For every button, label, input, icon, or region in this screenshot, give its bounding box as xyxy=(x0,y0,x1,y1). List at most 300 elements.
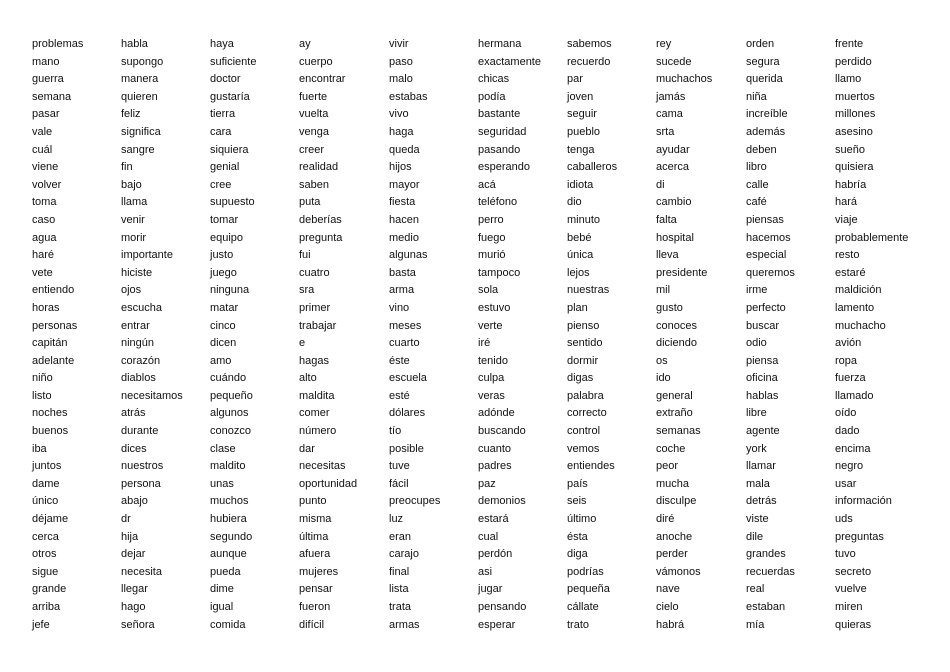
word-cell: llamado xyxy=(835,389,874,402)
word-cell: entiendes xyxy=(567,460,615,473)
word-cell: dame xyxy=(32,477,60,490)
word-cell: nuestras xyxy=(567,284,610,297)
word-cell: jugar xyxy=(478,583,503,596)
word-cell: estuvo xyxy=(478,301,511,314)
word-cell: libro xyxy=(746,161,767,174)
word-cell: resto xyxy=(835,249,860,262)
word-cell: durante xyxy=(121,425,159,438)
word-cell: estabas xyxy=(389,90,428,103)
word-cell: vuelve xyxy=(835,583,867,596)
word-cell: peor xyxy=(656,460,679,473)
word-cell: hagas xyxy=(299,354,329,367)
word-cell: perdón xyxy=(478,548,513,561)
word-cell: llamar xyxy=(746,460,776,473)
word-cell: esperando xyxy=(478,161,530,174)
word-cell: sangre xyxy=(121,143,155,156)
word-cell: idiota xyxy=(567,178,594,191)
word-cell: llama xyxy=(121,196,148,209)
word-cell: paz xyxy=(478,477,496,490)
word-cell: habla xyxy=(121,38,148,50)
word-cell: esté xyxy=(389,389,410,402)
word-cell: bebé xyxy=(567,231,592,244)
word-cell: odio xyxy=(746,337,767,350)
word-cell: trata xyxy=(389,601,412,613)
word-cell: guerra xyxy=(32,73,64,86)
word-cell: dado xyxy=(835,425,860,438)
word-cell: buscar xyxy=(746,319,780,332)
word-cell: dormir xyxy=(567,354,599,367)
word-cell: gusto xyxy=(656,301,683,314)
word-cell: fin xyxy=(121,161,133,174)
word-cell: matar xyxy=(210,301,239,314)
word-cell: fui xyxy=(299,249,311,262)
word-cell: hermana xyxy=(478,38,522,50)
word-cell: lamento xyxy=(835,301,875,314)
word-cell: niña xyxy=(746,90,767,103)
word-cell: tuve xyxy=(389,460,410,473)
word-cell: uds xyxy=(835,513,853,526)
word-cell: estará xyxy=(478,513,509,526)
word-cell: negro xyxy=(835,460,864,473)
word-cell: usar xyxy=(835,477,857,490)
word-cell: segura xyxy=(746,55,780,68)
word-cell: pensar xyxy=(299,583,333,596)
word-cell: vivo xyxy=(389,108,409,121)
word-cell: bajo xyxy=(121,178,142,191)
word-cell: llegar xyxy=(121,583,148,596)
word-cell: grande xyxy=(32,583,67,596)
word-cell: piensas xyxy=(746,213,784,226)
word-cell: detrás xyxy=(746,495,777,508)
word-cell: armas xyxy=(389,618,420,631)
word-cell: país xyxy=(567,477,588,490)
word-cell: viene xyxy=(32,161,59,174)
word-cell: hijos xyxy=(389,161,412,174)
word-cell: deberías xyxy=(299,213,342,226)
word-cell: venga xyxy=(299,125,329,138)
word-cell: digas xyxy=(567,372,594,385)
word-cell: dio xyxy=(567,196,582,209)
word-cell: manera xyxy=(121,73,159,86)
word-cell: posible xyxy=(389,442,424,455)
word-cell: anoche xyxy=(656,530,693,543)
word-cell: frente xyxy=(835,38,864,50)
word-cell: malo xyxy=(389,73,413,86)
word-cell: niño xyxy=(32,372,53,385)
word-cell: llamo xyxy=(835,73,862,86)
word-cell: dices xyxy=(121,442,147,455)
word-cell: hacemos xyxy=(746,231,791,244)
word-cell: última xyxy=(299,530,329,543)
word-cell: difícil xyxy=(299,618,325,631)
word-cell: número xyxy=(299,425,337,438)
word-cell: general xyxy=(656,389,693,402)
word-cell: ido xyxy=(656,372,671,385)
word-cell: demonios xyxy=(478,495,526,508)
word-cell: seguir xyxy=(567,108,597,121)
word-cell: sra xyxy=(299,284,315,297)
word-cell: iba xyxy=(32,442,47,455)
word-cell: dejar xyxy=(121,548,146,561)
word-cell: saben xyxy=(299,178,329,191)
word-cell: mucha xyxy=(656,477,690,490)
word-cell: necesitas xyxy=(299,460,346,473)
word-cell: calle xyxy=(746,178,769,191)
word-cell: gustaría xyxy=(210,90,250,103)
word-cell: buscando xyxy=(478,425,526,438)
word-cell: maldita xyxy=(299,389,335,402)
word-cell: haré xyxy=(32,249,55,262)
word-cell: cuatro xyxy=(299,266,330,279)
word-cell: supuesto xyxy=(210,196,255,209)
word-cell: preguntas xyxy=(835,530,884,543)
word-cell: importante xyxy=(121,249,173,262)
word-cell: diablos xyxy=(121,372,156,385)
word-cell: podía xyxy=(478,90,506,103)
word-cell: chicas xyxy=(478,73,510,86)
word-cell: cuerpo xyxy=(299,55,333,68)
word-cell: minuto xyxy=(567,213,601,226)
word-cell: medio xyxy=(389,231,419,244)
word-cell: mía xyxy=(746,618,765,631)
word-cell: perfecto xyxy=(746,301,786,314)
word-cell: comer xyxy=(299,407,330,420)
word-cell: pasando xyxy=(478,143,521,156)
word-cell: par xyxy=(567,73,583,86)
word-cell: sentido xyxy=(567,337,603,350)
word-cell: cielo xyxy=(656,601,679,613)
word-cell: viaje xyxy=(835,213,858,226)
word-cell: vemos xyxy=(567,442,600,455)
word-cell: sola xyxy=(478,284,499,297)
word-cell: irme xyxy=(746,284,768,297)
word-cell: fueron xyxy=(299,601,331,613)
word-cell: e xyxy=(299,337,306,350)
word-cell: recuerdas xyxy=(746,565,795,578)
word-cell: otros xyxy=(32,548,57,561)
word-cell: cree xyxy=(210,178,232,191)
word-cell: maldito xyxy=(210,460,246,473)
word-cell: quieren xyxy=(121,90,158,103)
word-cell: capitán xyxy=(32,337,68,350)
word-column-7 xyxy=(567,36,657,634)
word-cell: dile xyxy=(746,530,764,543)
word-cell: trabajar xyxy=(299,319,337,332)
word-cell: luz xyxy=(389,513,404,526)
word-cell: entiendo xyxy=(32,284,75,297)
word-cell: ropa xyxy=(835,354,858,367)
word-cell: algunos xyxy=(210,407,249,420)
word-cell: acerca xyxy=(656,161,690,174)
word-cell: perder xyxy=(656,548,688,561)
word-cell: éste xyxy=(389,354,410,367)
word-cell: sucede xyxy=(656,55,692,68)
word-cell: final xyxy=(389,565,410,578)
word-cell: probablemente xyxy=(835,231,909,244)
word-cell: tierra xyxy=(210,108,236,121)
word-cell: quieras xyxy=(835,618,872,631)
word-cell: cuanto xyxy=(478,442,512,455)
word-cell: oficina xyxy=(746,372,778,385)
word-cell: café xyxy=(746,196,767,209)
word-cell: asesino xyxy=(835,125,873,138)
word-cell: encontrar xyxy=(299,73,346,86)
word-list-page xyxy=(32,36,932,636)
word-cell: señora xyxy=(121,618,155,631)
word-cell: esperar xyxy=(478,618,516,631)
word-cell: oído xyxy=(835,407,857,420)
word-cell: muertos xyxy=(835,90,875,103)
word-cell: significa xyxy=(121,125,161,138)
word-cell: sabemos xyxy=(567,38,612,50)
word-cell: ésta xyxy=(567,530,588,543)
word-cell: secreto xyxy=(835,565,872,578)
word-column-4 xyxy=(299,36,389,634)
word-cell: pueda xyxy=(210,565,241,578)
word-cell: perdido xyxy=(835,55,872,68)
word-cell: vuelta xyxy=(299,108,329,121)
word-cell: igual xyxy=(210,601,234,613)
word-cell: correcto xyxy=(567,407,607,420)
word-cell: supongo xyxy=(121,55,164,68)
word-cell: veras xyxy=(478,389,505,402)
word-cell: joven xyxy=(567,90,594,103)
word-cell: arma xyxy=(389,284,415,297)
word-cell: hará xyxy=(835,196,858,209)
word-cell: cara xyxy=(210,125,232,138)
word-cell: nuestros xyxy=(121,460,164,473)
word-cell: eran xyxy=(389,530,412,543)
word-cell: libre xyxy=(746,407,767,420)
word-cell: semanas xyxy=(656,425,701,438)
word-cell: basta xyxy=(389,266,416,279)
word-cell: equipo xyxy=(210,231,244,244)
word-cell: grandes xyxy=(746,548,786,561)
word-cell: fiesta xyxy=(389,196,416,209)
word-column-8 xyxy=(656,36,746,634)
word-cell: vivir xyxy=(389,38,409,50)
word-cell: tomar xyxy=(210,213,239,226)
word-cell: pensando xyxy=(478,601,527,613)
word-cell: encima xyxy=(835,442,871,455)
word-cell: teléfono xyxy=(478,196,518,209)
word-cell: horas xyxy=(32,301,60,314)
word-cell: vale xyxy=(32,125,53,138)
word-cell: ojos xyxy=(121,284,142,297)
word-cell: agua xyxy=(32,231,57,244)
word-cell: adónde xyxy=(478,407,515,420)
word-cell: diré xyxy=(656,513,675,526)
word-cell: ningún xyxy=(121,337,155,350)
word-cell: necesita xyxy=(121,565,162,578)
word-cell: algunas xyxy=(389,249,428,262)
word-cell: padres xyxy=(478,460,512,473)
word-cell: tuvo xyxy=(835,548,856,561)
word-cell: pequeño xyxy=(210,389,253,402)
word-cell: realidad xyxy=(299,161,339,174)
word-column-3 xyxy=(210,36,300,634)
word-cell: segundo xyxy=(210,530,253,543)
word-cell: mala xyxy=(746,477,770,490)
word-cell: di xyxy=(656,178,665,191)
word-cell: persona xyxy=(121,477,161,490)
word-cell: unas xyxy=(210,477,234,490)
word-cell: estaban xyxy=(746,601,786,613)
word-cell: fuerte xyxy=(299,90,328,103)
word-cell: seis xyxy=(567,495,587,508)
word-cell: presidente xyxy=(656,266,708,279)
word-cell: maldición xyxy=(835,284,882,297)
word-cell: suficiente xyxy=(210,55,257,68)
word-cell: último xyxy=(567,513,597,526)
word-cell: dicen xyxy=(210,337,237,350)
word-cell: caso xyxy=(32,213,56,226)
word-cell: justo xyxy=(210,249,234,262)
word-cell: pregunta xyxy=(299,231,343,244)
word-cell: plan xyxy=(567,301,588,314)
word-cell: mano xyxy=(32,55,60,68)
word-cell: listo xyxy=(32,389,52,402)
word-cell: sueño xyxy=(835,143,865,156)
word-cell: especial xyxy=(746,249,787,262)
word-cell: único xyxy=(32,495,59,508)
word-cell: increíble xyxy=(746,108,788,121)
word-cell: cinco xyxy=(210,319,236,332)
word-cell: seguridad xyxy=(478,125,527,138)
word-cell: exactamente xyxy=(478,55,541,68)
word-cell: conozco xyxy=(210,425,251,438)
word-cell: extraño xyxy=(656,407,693,420)
word-cell: york xyxy=(746,442,767,455)
word-cell: personas xyxy=(32,319,78,332)
word-cell: hija xyxy=(121,530,139,543)
word-cell: entrar xyxy=(121,319,150,332)
word-cell: oportunidad xyxy=(299,477,358,490)
word-column-5 xyxy=(389,36,479,634)
word-cell: querida xyxy=(746,73,783,86)
word-cell: atrás xyxy=(121,407,146,420)
word-column-9 xyxy=(746,36,836,634)
word-cell: haga xyxy=(389,125,414,138)
word-cell: control xyxy=(567,425,601,438)
word-cell: haya xyxy=(210,38,234,50)
word-cell: queremos xyxy=(746,266,795,279)
word-cell: noches xyxy=(32,407,68,420)
word-cell: murió xyxy=(478,249,506,262)
word-cell: dólares xyxy=(389,407,426,420)
word-cell: estaré xyxy=(835,266,866,279)
word-cell: coche xyxy=(656,442,686,455)
word-cell: hiciste xyxy=(121,266,153,279)
word-cell: ay xyxy=(299,38,311,50)
word-cell: queda xyxy=(389,143,420,156)
word-cell: jamás xyxy=(656,90,686,103)
word-cell: feliz xyxy=(121,108,141,121)
word-cell: pueblo xyxy=(567,125,601,138)
word-cell: viste xyxy=(746,513,769,526)
word-cell: doctor xyxy=(210,73,241,86)
word-cell: carajo xyxy=(389,548,419,561)
word-cell: escuela xyxy=(389,372,427,385)
word-cell: amo xyxy=(210,354,232,367)
word-cell: escucha xyxy=(121,301,162,314)
word-cell: conoces xyxy=(656,319,697,332)
word-cell: juntos xyxy=(32,460,62,473)
word-cell: cállate xyxy=(567,601,599,613)
word-cell: os xyxy=(656,354,668,367)
word-cell: habría xyxy=(835,178,867,191)
word-cell: verte xyxy=(478,319,503,332)
word-cell: hubiera xyxy=(210,513,247,526)
word-cell: buenos xyxy=(32,425,69,438)
word-cell: punto xyxy=(299,495,327,508)
word-cell: única xyxy=(567,249,594,262)
word-cell: muchachos xyxy=(656,73,713,86)
word-cell: palabra xyxy=(567,389,604,402)
word-cell: mayor xyxy=(389,178,420,191)
word-cell: tío xyxy=(389,425,402,438)
word-cell: cerca xyxy=(32,530,59,543)
word-cell: genial xyxy=(210,161,240,174)
word-cell: deben xyxy=(746,143,777,156)
word-cell: disculpe xyxy=(656,495,697,508)
word-cell: hago xyxy=(121,601,146,613)
word-column-2 xyxy=(121,36,211,634)
word-cell: déjame xyxy=(32,513,69,526)
word-cell: primer xyxy=(299,301,331,314)
word-cell: hospital xyxy=(656,231,694,244)
word-cell: juego xyxy=(210,266,237,279)
word-cell: preocupes xyxy=(389,495,441,508)
word-cell: paso xyxy=(389,55,413,68)
word-cell: asi xyxy=(478,565,493,578)
word-cell: creer xyxy=(299,143,325,156)
word-cell: piensa xyxy=(746,354,779,367)
word-cell: fuerza xyxy=(835,372,866,385)
word-cell: culpa xyxy=(478,372,505,385)
word-cell: rey xyxy=(656,38,672,50)
word-cell: vámonos xyxy=(656,565,701,578)
word-cell: orden xyxy=(746,38,775,50)
word-cell: bastante xyxy=(478,108,521,121)
word-cell: hablas xyxy=(746,389,779,402)
word-cell: quisiera xyxy=(835,161,874,174)
word-cell: puta xyxy=(299,196,321,209)
word-cell: cuarto xyxy=(389,337,420,350)
word-cell: pienso xyxy=(567,319,600,332)
word-cell: ayudar xyxy=(656,143,690,156)
word-cell: cual xyxy=(478,530,499,543)
word-cell: cambio xyxy=(656,196,692,209)
word-cell: jefe xyxy=(32,618,50,631)
word-cell: miren xyxy=(835,601,863,613)
word-cell: trato xyxy=(567,618,590,631)
word-cell: aunque xyxy=(210,548,247,561)
word-cell: cuál xyxy=(32,143,53,156)
word-cell: tenido xyxy=(478,354,508,367)
word-cell: volver xyxy=(32,178,62,191)
word-cell: vete xyxy=(32,266,53,279)
word-cell: comida xyxy=(210,618,246,631)
word-cell: semana xyxy=(32,90,72,103)
word-cell: fácil xyxy=(389,477,409,490)
word-cell: pequeña xyxy=(567,583,610,596)
word-cell: tampoco xyxy=(478,266,521,279)
word-cell: iré xyxy=(478,337,491,350)
word-cell: lista xyxy=(389,583,409,596)
word-cell: srta xyxy=(656,125,675,138)
word-cell: perro xyxy=(478,213,504,226)
